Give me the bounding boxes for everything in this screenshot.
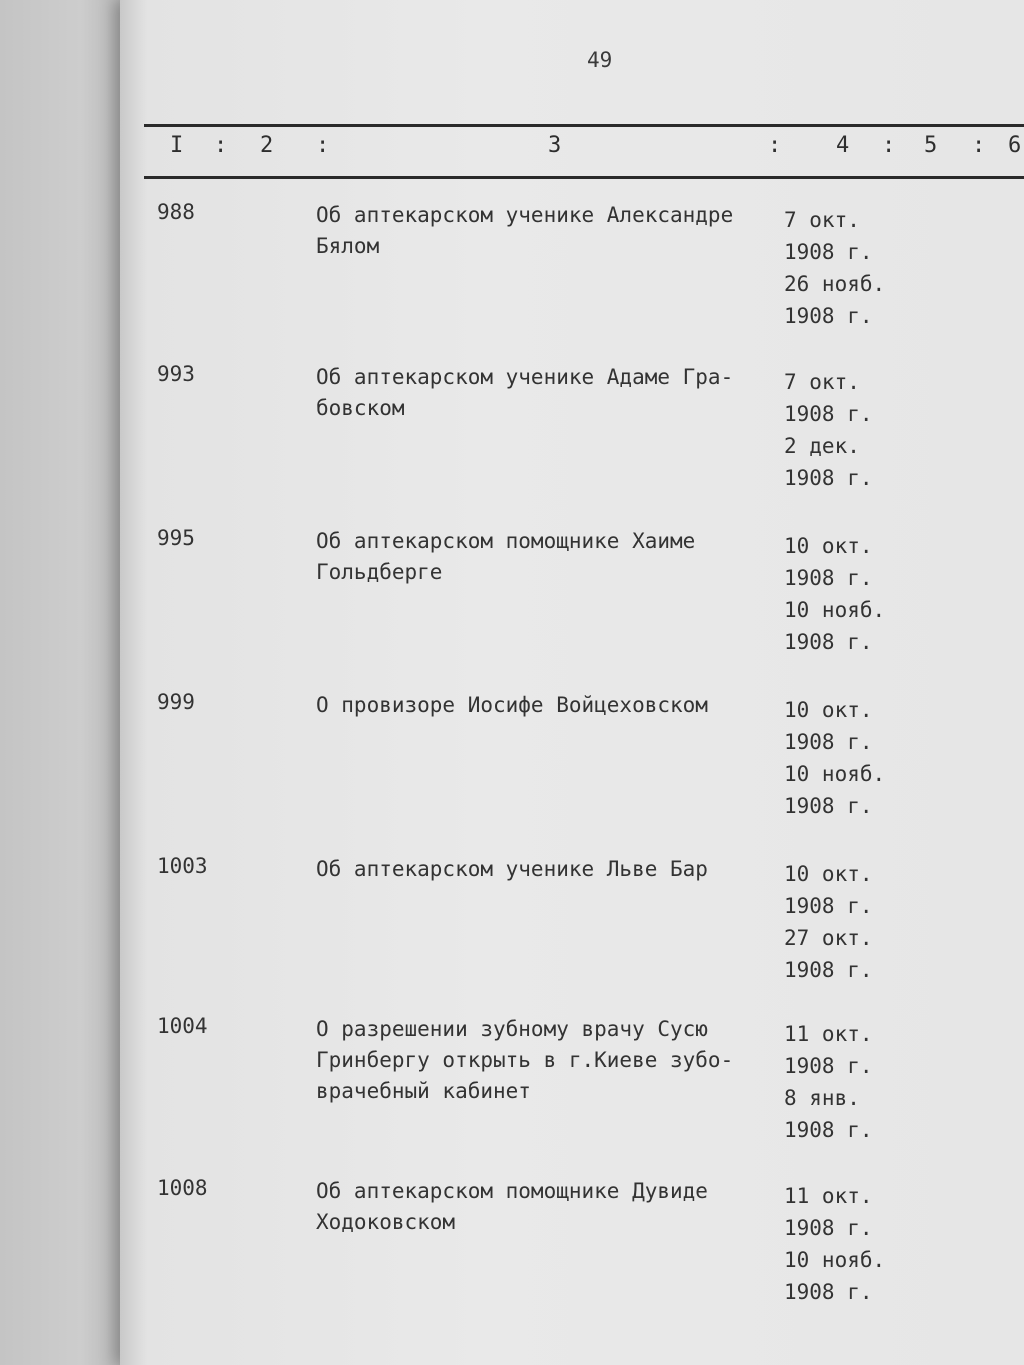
entry-title	[316, 854, 776, 885]
entry-date-line: 27 окт.	[784, 926, 873, 950]
entry-date-line: 1908 г.	[784, 794, 873, 818]
entry-date-line: 11 окт.	[784, 1022, 873, 1046]
column-header-6: 6	[1008, 133, 1022, 158]
entry-date-line: 10 нояб.	[784, 598, 886, 622]
entry-date-line: 1908 г.	[784, 1216, 873, 1240]
column-header-4: 4	[836, 133, 850, 158]
column-header-1: I	[170, 133, 184, 158]
entry-title-line: врачебный кабинет	[316, 1079, 531, 1103]
entry-title	[316, 362, 776, 424]
entry-dates	[784, 530, 904, 658]
entry-date-line: 1908 г.	[784, 240, 873, 264]
entry-date-line: 1908 г.	[784, 1054, 873, 1078]
column-separator: :	[316, 133, 330, 158]
column-separator: :	[768, 133, 782, 158]
entry-title-line: Ходоковском	[316, 1210, 456, 1234]
column-separator: :	[214, 133, 228, 158]
entry-date-line: 10 окт.	[784, 534, 873, 558]
column-header-3: 3	[548, 133, 562, 158]
entry-date-line: 26 нояб.	[784, 272, 886, 296]
entry-date-line: 1908 г.	[784, 402, 873, 426]
page-number: 49	[587, 48, 613, 72]
entry-number: 999	[157, 690, 195, 714]
entry-date-line: 2 дек.	[784, 434, 860, 458]
entry-title-line: Об аптекарском ученике Александре	[316, 203, 734, 227]
entry-number: 1004	[157, 1014, 208, 1038]
entry-title-line: Об аптекарском ученике Адаме Гра-	[316, 365, 734, 389]
entry-title-line: О провизоре Иосифе Войцеховском	[316, 693, 708, 717]
entry-date-line: 1908 г.	[784, 466, 873, 490]
entry-date-line: 10 нояб.	[784, 762, 886, 786]
entry-date-line: 1908 г.	[784, 1280, 873, 1304]
entry-title-line: Об аптекарском ученике Льве Бар	[316, 857, 708, 881]
entry-number: 995	[157, 526, 195, 550]
document-page	[120, 0, 1024, 1365]
previous-page-edge	[0, 0, 135, 1365]
entry-number: 993	[157, 362, 195, 386]
entry-dates	[784, 204, 904, 332]
entry-dates	[784, 858, 904, 986]
entry-title-line: Об аптекарском помощнике Хаиме	[316, 529, 696, 553]
entry-date-line: 1908 г.	[784, 304, 873, 328]
entry-date-line: 1908 г.	[784, 894, 873, 918]
column-header-5: 5	[924, 133, 938, 158]
column-separator: :	[972, 133, 986, 158]
entry-dates	[784, 1018, 904, 1146]
entry-title	[316, 200, 776, 262]
entry-date-line: 1908 г.	[784, 1118, 873, 1142]
entry-title-line: Бялом	[316, 234, 380, 258]
entry-title	[316, 526, 776, 588]
entry-date-line: 1908 г.	[784, 566, 873, 590]
entry-date-line: 10 нояб.	[784, 1248, 886, 1272]
entry-title	[316, 1176, 776, 1238]
entry-number: 1008	[157, 1176, 208, 1200]
entry-date-line: 7 окт.	[784, 208, 860, 232]
entry-number: 988	[157, 200, 195, 224]
entry-number: 1003	[157, 854, 208, 878]
entry-title	[316, 690, 776, 721]
entry-title-line: Гольдберге	[316, 560, 443, 584]
entry-title-line: Об аптекарском помощнике Дувиде	[316, 1179, 708, 1203]
entry-date-line: 10 окт.	[784, 862, 873, 886]
entry-date-line: 8 янв.	[784, 1086, 860, 1110]
entry-date-line: 1908 г.	[784, 958, 873, 982]
entry-title-line: бовском	[316, 396, 405, 420]
entry-date-line: 11 окт.	[784, 1184, 873, 1208]
entry-date-line: 7 окт.	[784, 370, 860, 394]
entry-date-line: 1908 г.	[784, 730, 873, 754]
entry-dates	[784, 366, 904, 494]
entry-title-line: Гринбергу открыть в г.Киеве зубо-	[316, 1048, 734, 1072]
entry-dates	[784, 694, 904, 822]
entry-dates	[784, 1180, 904, 1308]
entry-date-line: 10 окт.	[784, 698, 873, 722]
entry-title	[316, 1014, 776, 1107]
header-rule-bottom	[144, 176, 1024, 179]
column-separator: :	[882, 133, 896, 158]
column-header-row	[120, 131, 1024, 171]
column-header-2: 2	[260, 133, 274, 158]
entry-title-line: О разрешении зубному врачу Сусю	[316, 1017, 708, 1041]
entry-date-line: 1908 г.	[784, 630, 873, 654]
header-rule-top	[144, 124, 1024, 127]
